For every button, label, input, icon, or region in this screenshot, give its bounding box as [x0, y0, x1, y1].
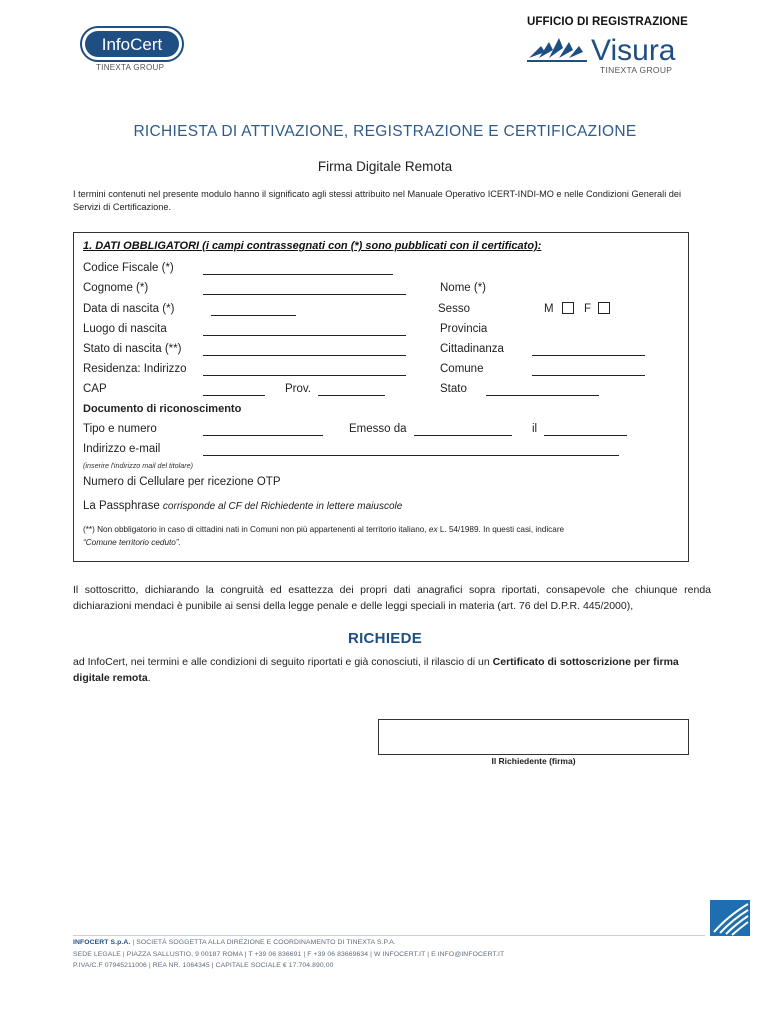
cap-field[interactable] [203, 395, 265, 396]
section-title: 1. DATI OBBLIGATORI (i campi contrassegnati con (*) sono pubblicati con il certificato): [83, 240, 542, 252]
footnote-text-2: L. 54/1989. In questi casi, indicare [439, 525, 565, 534]
provincia-label: Provincia [440, 323, 488, 335]
comune-field[interactable] [532, 375, 645, 376]
footer-line-2: SEDE LEGALE | PIAZZA SALLUSTIO, 9 00187 ROMA | T +39 06 836691 | F +39 06 83669634 | W INFOCERT.IT | E INFO@INFOCERT.IT [73, 951, 505, 958]
cittadinanza-field[interactable] [532, 355, 645, 356]
documento-heading: Documento di riconoscimento [83, 403, 242, 415]
tipo-numero-label: Tipo e numero [83, 423, 157, 435]
cittadinanza-label: Cittadinanza [440, 343, 504, 355]
cognome-field[interactable] [203, 294, 406, 295]
nome-label: Nome (*) [440, 282, 487, 294]
prov-field[interactable] [318, 395, 385, 396]
footnote-line-2: “Comune territorio ceduto”. [83, 538, 181, 547]
footer-line-1 [73, 939, 396, 946]
infocert-tagline: TINEXTA GROUP [96, 63, 165, 72]
codice-fiscale-field[interactable] [203, 274, 393, 275]
cognome-label: Cognome (*) [83, 282, 149, 294]
footer-company-desc: | SOCIETÀ SOGGETTA ALLA DIREZIONE E COORDINAMENTO DI TINEXTA S.P.A. [130, 939, 396, 946]
svg-text:Visura: Visura [591, 34, 676, 66]
visura-logo [527, 32, 697, 66]
sesso-f-checkbox[interactable] [598, 302, 610, 314]
emesso-da-label: Emesso da [349, 423, 407, 435]
request-text [73, 654, 713, 686]
comune-label: Comune [440, 363, 484, 375]
cellulare-label: Numero di Cellulare per ricezione OTP [83, 476, 281, 488]
sesso-m-label: M [544, 303, 554, 315]
luogo-nascita-label: Luogo di nascita [83, 323, 167, 335]
svg-text:InfoCert: InfoCert [101, 35, 163, 54]
email-label: Indirizzo e-mail [83, 443, 161, 455]
tipo-numero-field[interactable] [203, 435, 323, 436]
email-field[interactable] [203, 455, 619, 456]
page-subtitle: Firma Digitale Remota [317, 159, 453, 174]
request-text-pre: ad InfoCert, nei termini e alle condizioni di seguito riportati e già conosciuti, il rilascio di un [73, 656, 490, 668]
declaration-text: Il sottoscritto, dichiarando la congruità ed esattezza dei propri dati anagrafici sopra riportati, consapevole che chiunque renda dichiarazioni mendaci è punibile ai sensi della legge penale e delle leggi speciali in materia (art. 76 del D.P.R. 445/2000), [73, 584, 711, 612]
request-text-bold: Certificato di sottoscrizione per firma digitale remota [73, 656, 679, 684]
visura-tagline: TINEXTA GROUP [600, 65, 673, 75]
codice-fiscale-label: Codice Fiscale (*) [83, 262, 174, 274]
prov-label: Prov. [285, 383, 311, 395]
il-label: il [532, 423, 538, 435]
intro-text: I termini contenuti nel presente modulo hanno il significato agli stessi attribuito nel Manuale Operativo ICERT-INDI-MO e nelle Condizioni Generali dei Servizi di Certificazione. [73, 189, 682, 212]
signature-label: Il Richiedente (firma) [491, 756, 576, 766]
infocert-logo [80, 26, 184, 62]
signature-field[interactable] [378, 719, 689, 755]
stato-nascita-label: Stato di nascita (**) [83, 343, 182, 355]
passphrase-line [83, 500, 402, 512]
footer-line-3: P.IVA/C.F 07945211006 | REA NR. 1064345 | CAPITALE SOCIALE € 17.704.890,00 [73, 962, 334, 969]
request-text-post: . [147, 672, 151, 684]
footnote-line-1 [83, 523, 683, 536]
data-nascita-field[interactable] [211, 315, 296, 316]
sesso-label: Sesso [438, 303, 470, 315]
footnote-text: (**) Non obbligatorio in caso di cittadini nati in Comuni non più appartenenti al territorio italiano, [83, 525, 427, 534]
passphrase-label: La Passphrase [83, 500, 160, 512]
stato-label: Stato [440, 383, 467, 395]
il-date-field[interactable] [544, 435, 627, 436]
data-nascita-label: Data di nascita (*) [83, 303, 175, 315]
footnote-ex: ex [428, 525, 438, 534]
residenza-field[interactable] [203, 375, 406, 376]
stato-field[interactable] [486, 395, 599, 396]
stato-nascita-field[interactable] [203, 355, 406, 356]
email-hint: (inserire l'indirizzo mail del titolare) [83, 461, 194, 470]
residenza-label: Residenza: Indirizzo [83, 363, 187, 375]
emesso-da-field[interactable] [414, 435, 512, 436]
footer-company: INFOCERT S.p.A. [73, 939, 131, 946]
luogo-nascita-field[interactable] [203, 335, 406, 336]
infocert-footer-mark [710, 900, 750, 936]
footnote [83, 523, 683, 549]
office-label: UFFICIO DI REGISTRAZIONE [527, 16, 688, 28]
cap-label: CAP [83, 383, 107, 395]
sesso-m-checkbox[interactable] [562, 302, 574, 314]
page-title: RICHIESTA DI ATTIVAZIONE, REGISTRAZIONE E CERTIFICAZIONE [133, 123, 637, 140]
passphrase-hint: corrisponde al CF del Richiedente in lettere maiuscole [162, 501, 403, 512]
footer-divider [73, 935, 705, 936]
sesso-f-label: F [584, 303, 592, 315]
richiede-heading: RICHIEDE [347, 630, 423, 647]
mandatory-data-box [73, 232, 689, 562]
